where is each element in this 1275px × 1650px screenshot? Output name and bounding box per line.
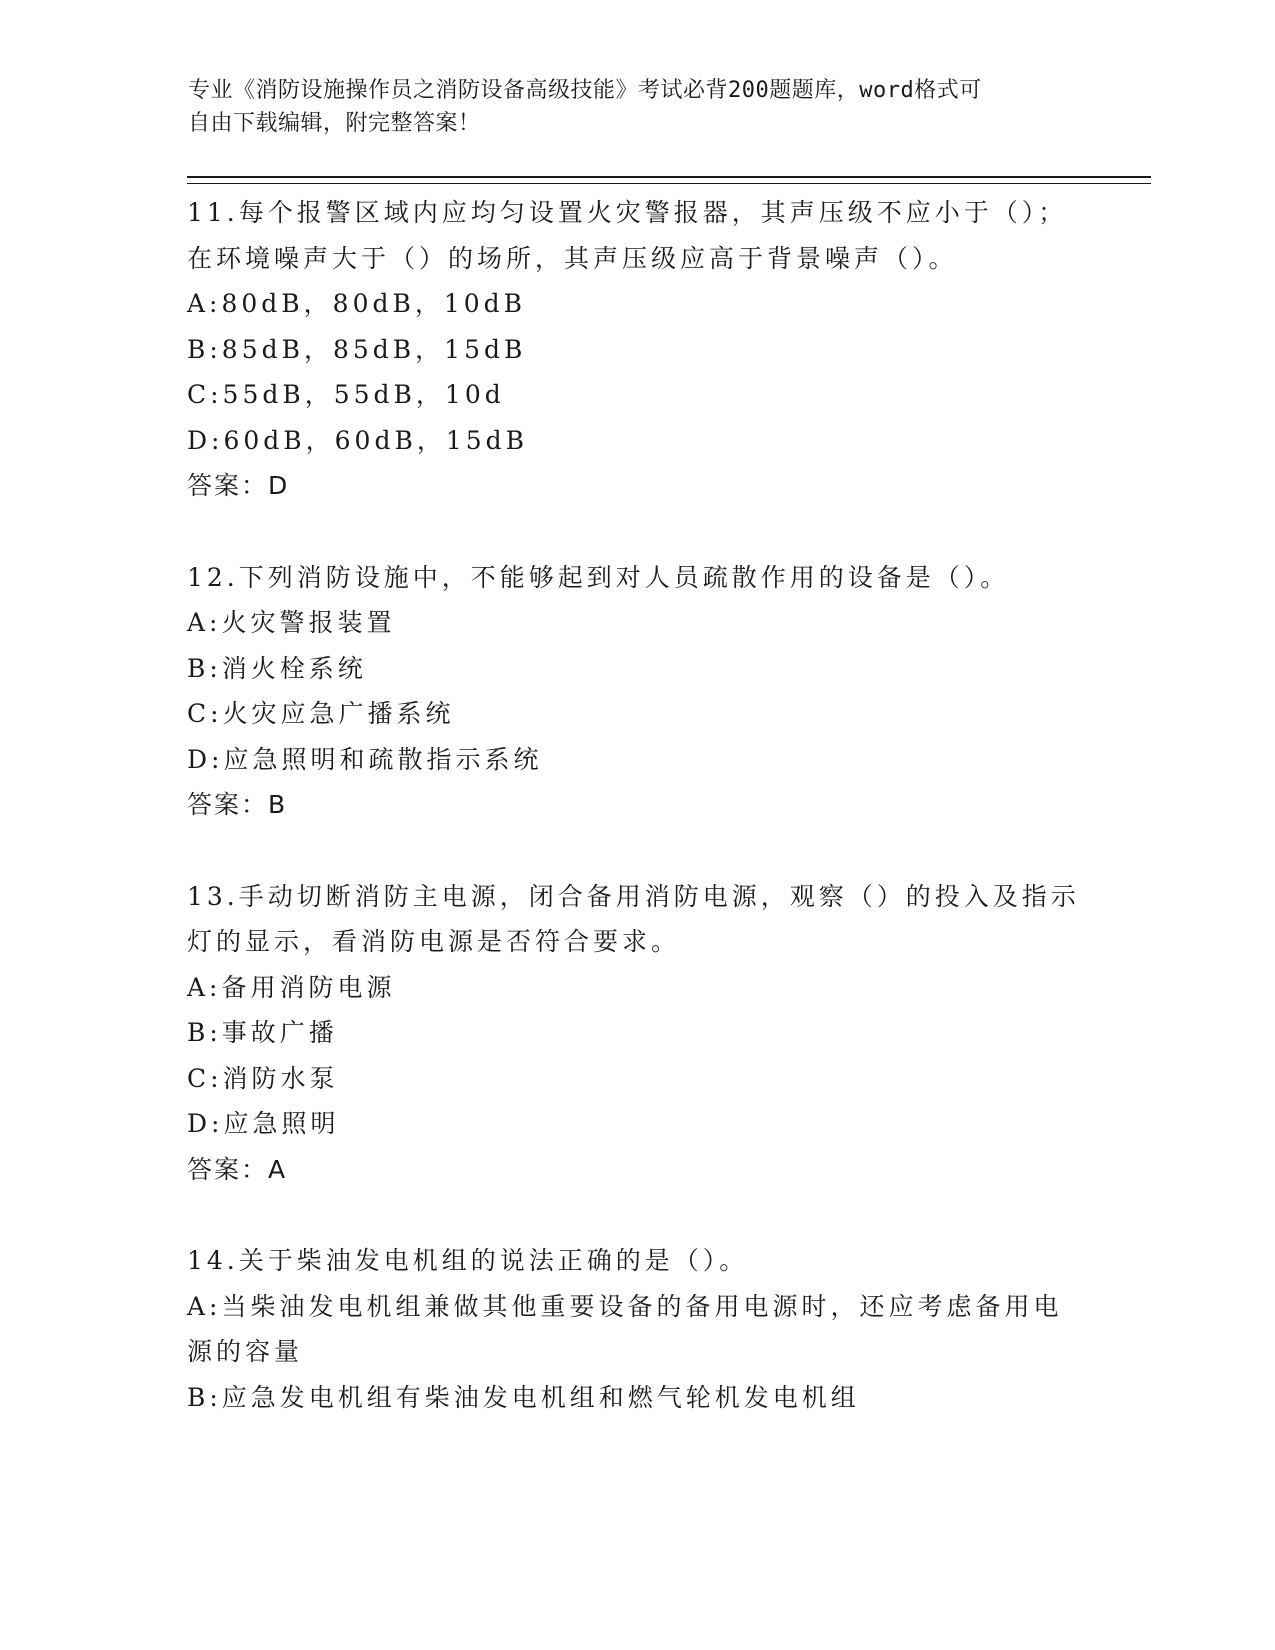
header-line-2: 自由下载编辑，附完整答案！ [188, 111, 481, 136]
question-stem-line: 11.每个报警区域内应均匀设置火灾警报器，其声压级不应小于（）； [187, 198, 1068, 227]
option-b: B:消火栓系统 [187, 653, 367, 683]
option-c: C:55dB，55dB，10d [187, 380, 505, 409]
question-14 [187, 1238, 1087, 1420]
option-d: D:60dB，60dB，15dB [187, 425, 529, 455]
question-list [187, 190, 1087, 1466]
answer: 答案：D [187, 471, 290, 500]
option-b: B:85dB，85dB，15dB [187, 334, 527, 364]
option-c: C:火灾应急广播系统 [187, 699, 455, 728]
option-b: B:事故广播 [187, 1018, 338, 1047]
question-stem-line: 12.下列消防设施中，不能够起到对人员疏散作用的设备是（）。 [187, 562, 1010, 592]
option-a: A:当柴油发电机组兼做其他重要设备的备用电源时，还应考虑备用电 [187, 1291, 1063, 1321]
question-stem-line: 13.手动切断消防主电源，闭合备用消防电源，观察（）的投入及指示 [187, 881, 1080, 911]
option-d: D:应急照明和疏散指示系统 [187, 744, 543, 774]
header-line-1: 专业《消防设施操作员之消防设备高级技能》考试必背200题题库，word格式可 [188, 78, 982, 103]
answer: 答案：A [187, 1154, 288, 1184]
question-stem-line: 14.关于柴油发电机组的说法正确的是（）。 [187, 1246, 749, 1275]
option-a: A:80dB，80dB，10dB [187, 289, 527, 318]
question-13 [187, 874, 1087, 1193]
option-a: A:备用消防电源 [187, 972, 396, 1002]
answer: 答案：B [187, 790, 288, 819]
option-a-continued: 源的容量 [187, 1337, 304, 1366]
option-a: A:火灾警报装置 [187, 608, 396, 637]
header-divider [187, 176, 1151, 184]
option-d: D:应急照明 [187, 1109, 340, 1138]
question-stem-line: 在环境噪声大于（）的场所，其声压级应高于背景噪声（）。 [187, 243, 958, 273]
document-header [188, 74, 1068, 140]
question-12 [187, 555, 1087, 828]
option-c: C:消防水泵 [187, 1063, 339, 1093]
question-stem-line: 灯的显示，看消防电源是否符合要求。 [187, 927, 681, 956]
question-11 [187, 190, 1087, 509]
option-b: B:应急发电机组有柴油发电机组和燃气轮机发电机组 [187, 1382, 860, 1412]
